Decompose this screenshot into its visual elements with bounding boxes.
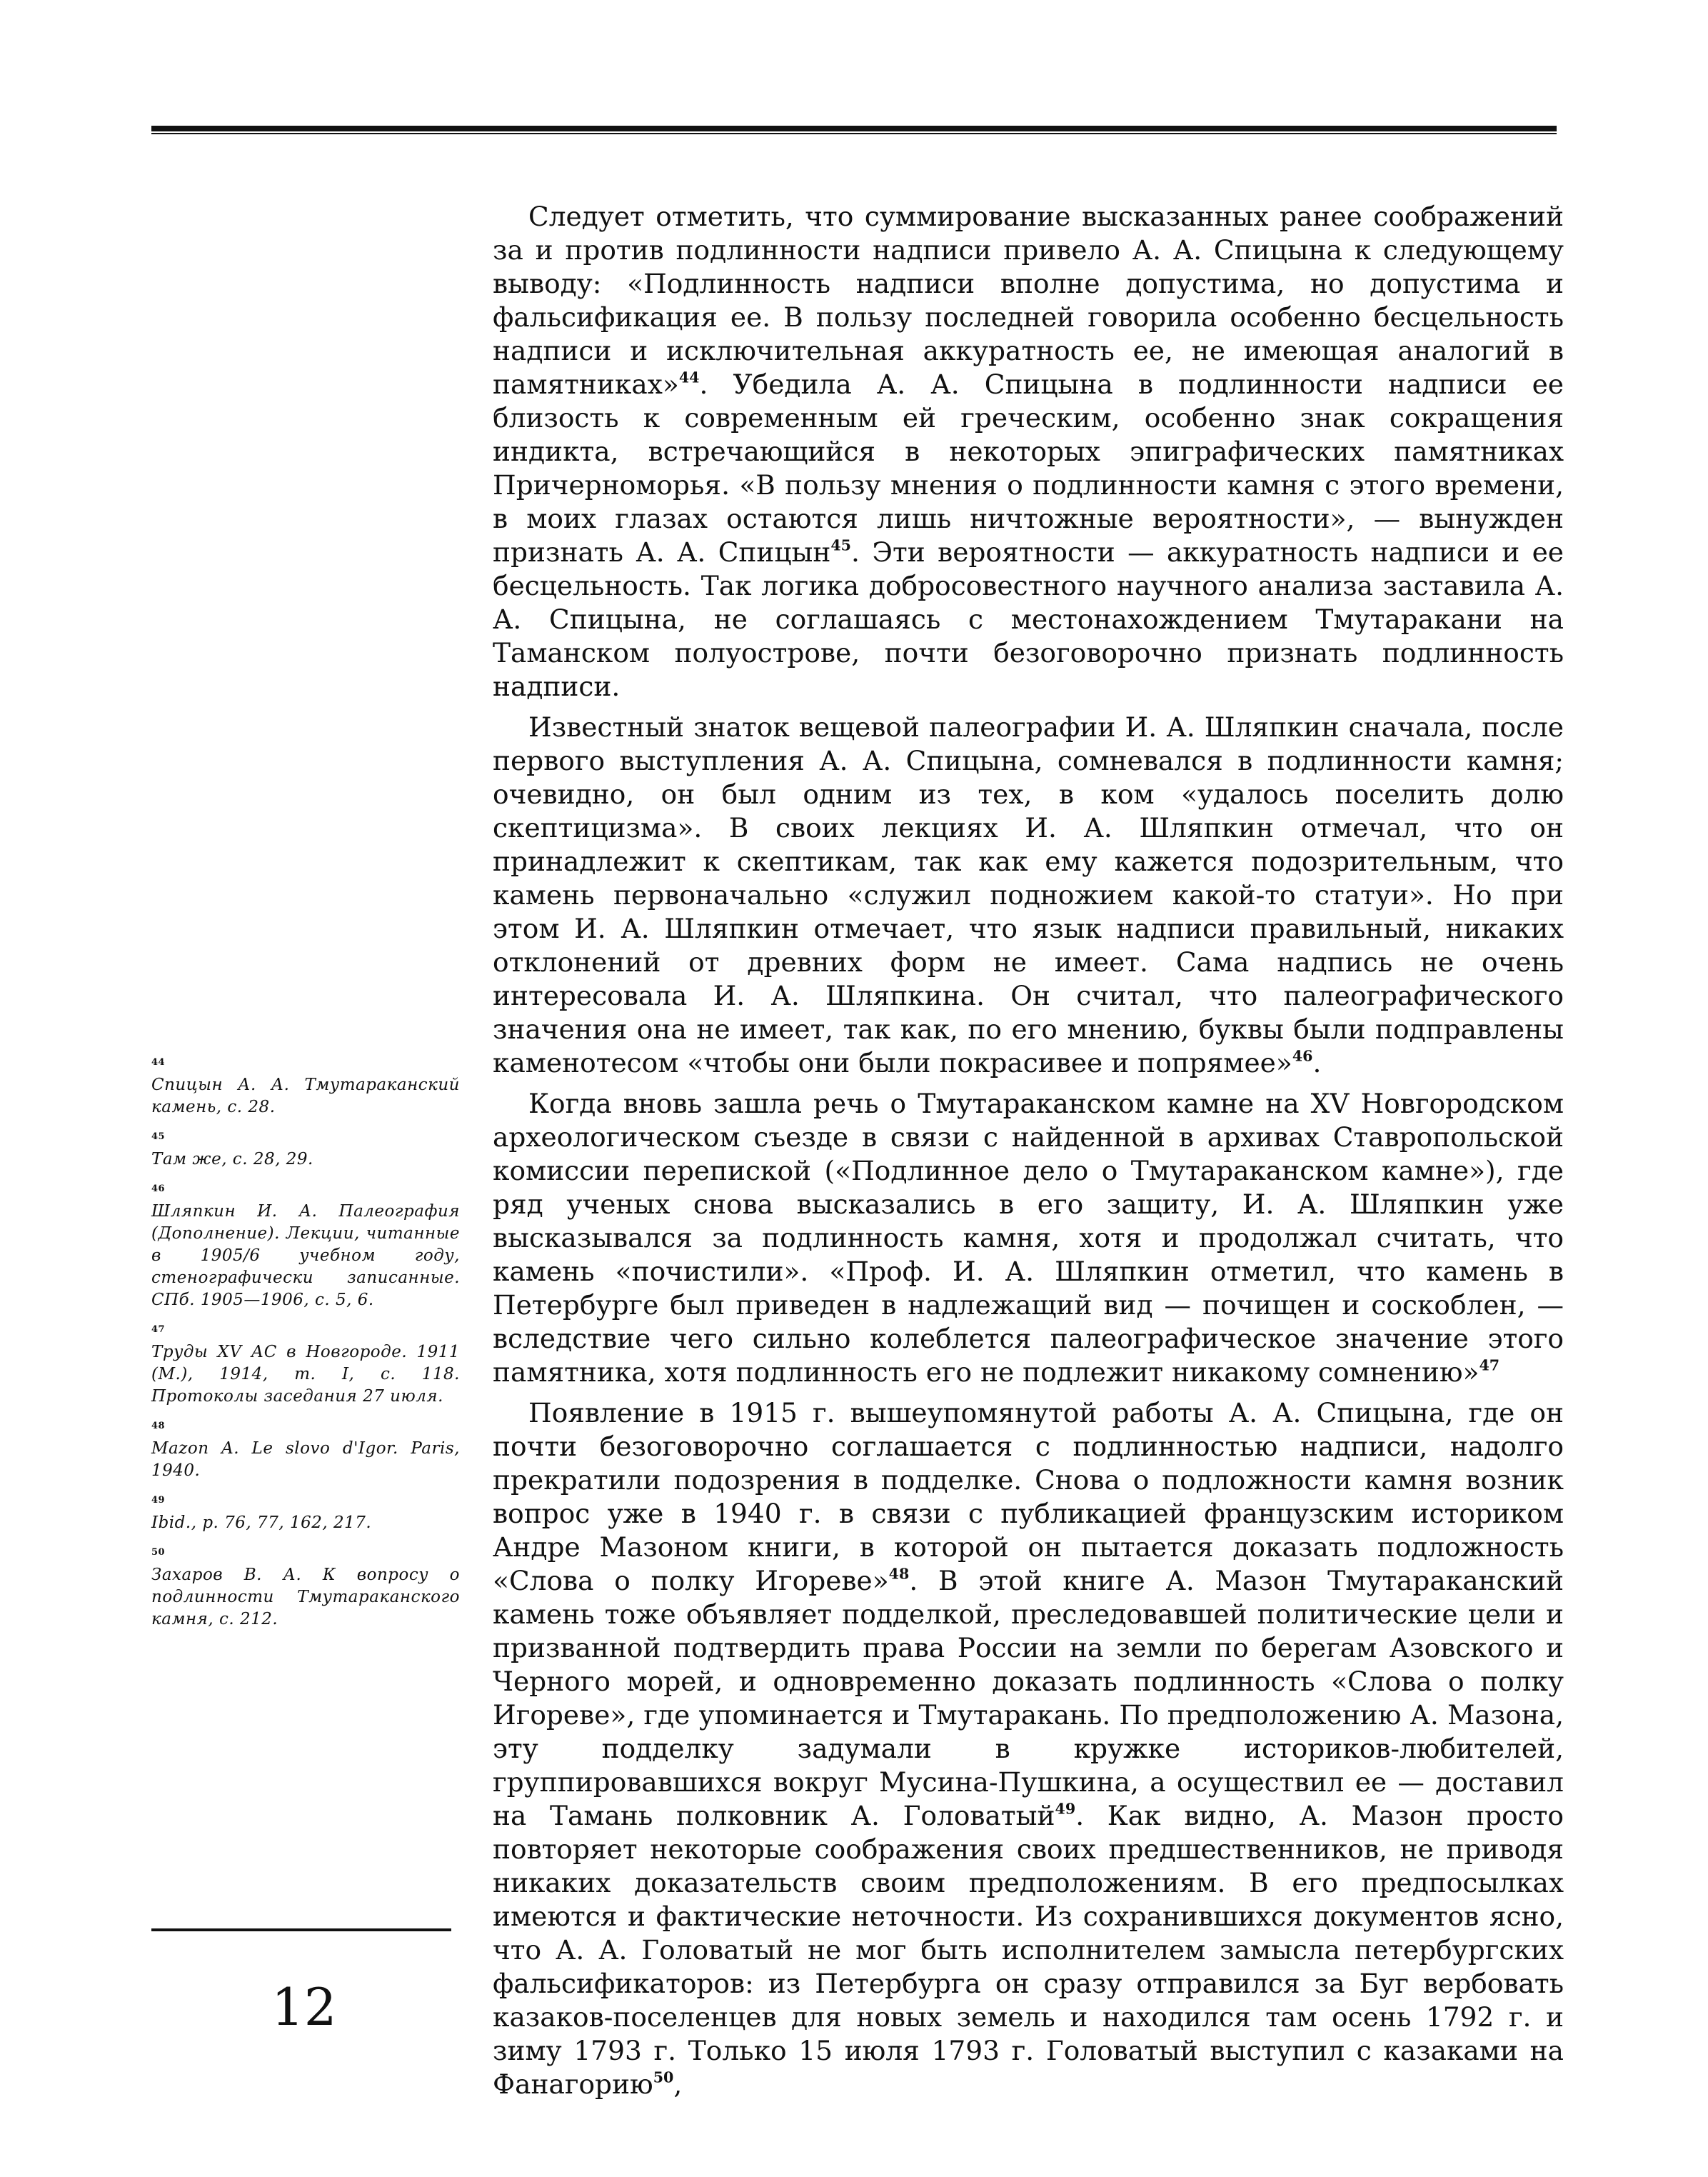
paragraph-3 [493,1087,1564,1389]
paragraph-text: . Эти вероятности — аккуратность надписи и ее бесцельность. Так логика добросовестного научного анализа заставила А. А. Спицына, не соглашаясь с местонахождением Тмутаракани на Таманском полуострове, почти безоговорочно признать подлинность надписи. [493,536,1564,702]
footnote-ref-45: 45 [830,536,852,554]
footnote-text: Ibid., p. 76, 77, 162, 217. [151,1513,372,1532]
paragraph-4 [493,1396,1564,2101]
page-number: 12 [271,1977,337,2037]
footnote-number: 50 [151,1547,166,1558]
paragraph-text: . [1312,1047,1322,1079]
footnote-45 [151,1131,460,1171]
footnote-ref-50: 50 [653,2068,674,2086]
footnote-49 [151,1495,460,1534]
footnote-text: Там же, с. 28, 29. [151,1150,313,1168]
footnote-ref-46: 46 [1292,1047,1313,1065]
paragraph-text: Следует отметить, что суммирование высказанных ранее соображений за и против подлинности надписи привело А. А. Спицына к следующему выводу: «Подлинность надписи вполне допустима, но допустима и фальсификация ее. В пользу последней говорила особенно бесцельность надписи и исключительная аккуратность ее, не имеющая аналогий в памятниках» [493,201,1564,400]
paragraph-text: Когда вновь зашла речь о Тмутараканском камне на XV Новгородском археологическом съезде в связи с найденной в архивах Ставропольской комиссии перепиской («Подлинное дело о Тмутараканском камне»), где ряд ученых снова высказались в его защиту, И. А. Шляпкин уже высказывался за подлинность камня, хотя и продолжал считать, что камень «почистили». «Проф. И. А. Шляпкин отметил, что камень в Петербурге был приведен в надлежащий вид — почищен и соскоблен, — вследствие чего сильно колеблется палеографическое значение этого памятника, хотя подлинность его не подлежит никакому сомнению» [493,1088,1564,1388]
paragraph-text: Известный знаток вещевой палеографии И. А. Шляпкин сначала, после первого выступления А. А. Спицына, сомневался в подлинности камня; очевидно, он был одним из тех, в ком «удалось поселить долю скептицизма». В своих лекциях И. А. Шляпкин отмечал, что он принадлежит к скептикам, так как ему кажется подозрительным, что камень первоначально «служил подножием какой-то статуи». Но при этом И. А. Шляпкин отмечает, что язык надписи правильный, никаких отклонений от древних форм не имеет. Сама надпись не очень интересовала И. А. Шляпкина. Он считал, что палеографического значения она не имеет, так как, по его мнению, буквы были подправлены каменотесом «чтобы они были покрасивее и попрямее» [493,711,1564,1079]
top-rule [151,126,1557,134]
footnote-number: 47 [151,1324,166,1335]
footnote-text: Захаров В. А. К вопросу о подлинности Тмутараканского камня, с. 212. [151,1566,460,1628]
paragraph-2 [493,711,1564,1080]
footnotes-column [151,1057,460,1643]
footnotes-bottom-rule [151,1928,451,1931]
footnote-47 [151,1324,460,1408]
footnote-text: Шляпкин И. А. Палеография (Дополнение). Лекции, читанные в 1905/6 учебном году, стенографически записанные. СПб. 1905—1906, с. 5, 6. [151,1202,460,1309]
paragraph-text: , [673,2068,683,2100]
paragraph-text: . Убедила А. А. Спицына в подлинности надписи ее близость к современным ей греческим, особенно знак сокращения индикта, встречающийся в некоторых эпиграфических памятниках Причерноморья. «В пользу мнения о подлинности камня с этого времени, в моих глазах остаются лишь ничтожные вероятности», — вынужден признать А. А. Спицын [493,369,1564,568]
footnote-text: Спицын А. А. Тмутараканский камень, с. 28. [151,1076,460,1116]
paragraph-text: . Как видно, А. Мазон просто повторяет некоторые соображения своих предшественников, не приводя никаких доказательств своим предположениям. В его предпосылках имеются и фактические неточности. Из сохранившихся документов ясно, что А. А. Головатый не мог быть исполнителем замысла петербургских фальсификаторов: из Петербурга он сразу отправился за Буг вербовать казаков-поселенцев для новых земель и находился там осень 1792 г. и зиму 1793 г. Только 15 июля 1793 г. Головатый выступил с казаками на Фанагорию [493,1800,1564,2100]
footnote-44 [151,1057,460,1118]
footnote-ref-44: 44 [678,369,700,386]
footnote-number: 46 [151,1183,166,1194]
footnote-number: 45 [151,1131,166,1142]
footnote-ref-49: 49 [1055,1800,1076,1818]
footnote-46 [151,1183,460,1311]
footnote-ref-47: 47 [1479,1356,1500,1374]
main-text [493,200,1564,2108]
footnote-number: 49 [151,1495,166,1506]
footnote-text: Mazon A. Le slovo d'Igor. Paris, 1940. [151,1439,460,1480]
footnote-50 [151,1547,460,1631]
paragraph-text: . В этой книге А. Мазон Тмутараканский камень тоже объявляет подделкой, преследовавшей политические цели и призванной подтвердить права России на земли по берегам Азовского и Черного морей, и одновременно доказать подлинность «Слова о полку Игореве», где упоминается и Тмутаракань. По предположению А. Мазона, эту подделку задумали в кружке историков-любителей, группировавшихся вокруг Мусина-Пушкина, а осуществил ее — доставил на Тамань полковник А. Головатый [493,1565,1564,1831]
paragraph-1 [493,200,1564,704]
footnote-48 [151,1421,460,1482]
paragraph-text: Появление в 1915 г. вышеупомянутой работы А. А. Спицына, где он почти безоговорочно соглашается с подлинностью надписи, надолго прекратили подозрения в подделке. Снова о подложности камня возник вопрос уже в 1940 г. в связи с публикацией французским историком Андре Мазоном книги, в которой он пытается доказать подложность «Слова о полку Игореве» [493,1397,1564,1596]
footnote-number: 44 [151,1057,166,1068]
footnote-text: Труды XV АС в Новгороде. 1911 (М.), 1914, т. I, с. 118. Протоколы заседания 27 июля. [151,1343,460,1406]
footnote-ref-48: 48 [888,1565,910,1583]
footnote-number: 48 [151,1421,166,1431]
